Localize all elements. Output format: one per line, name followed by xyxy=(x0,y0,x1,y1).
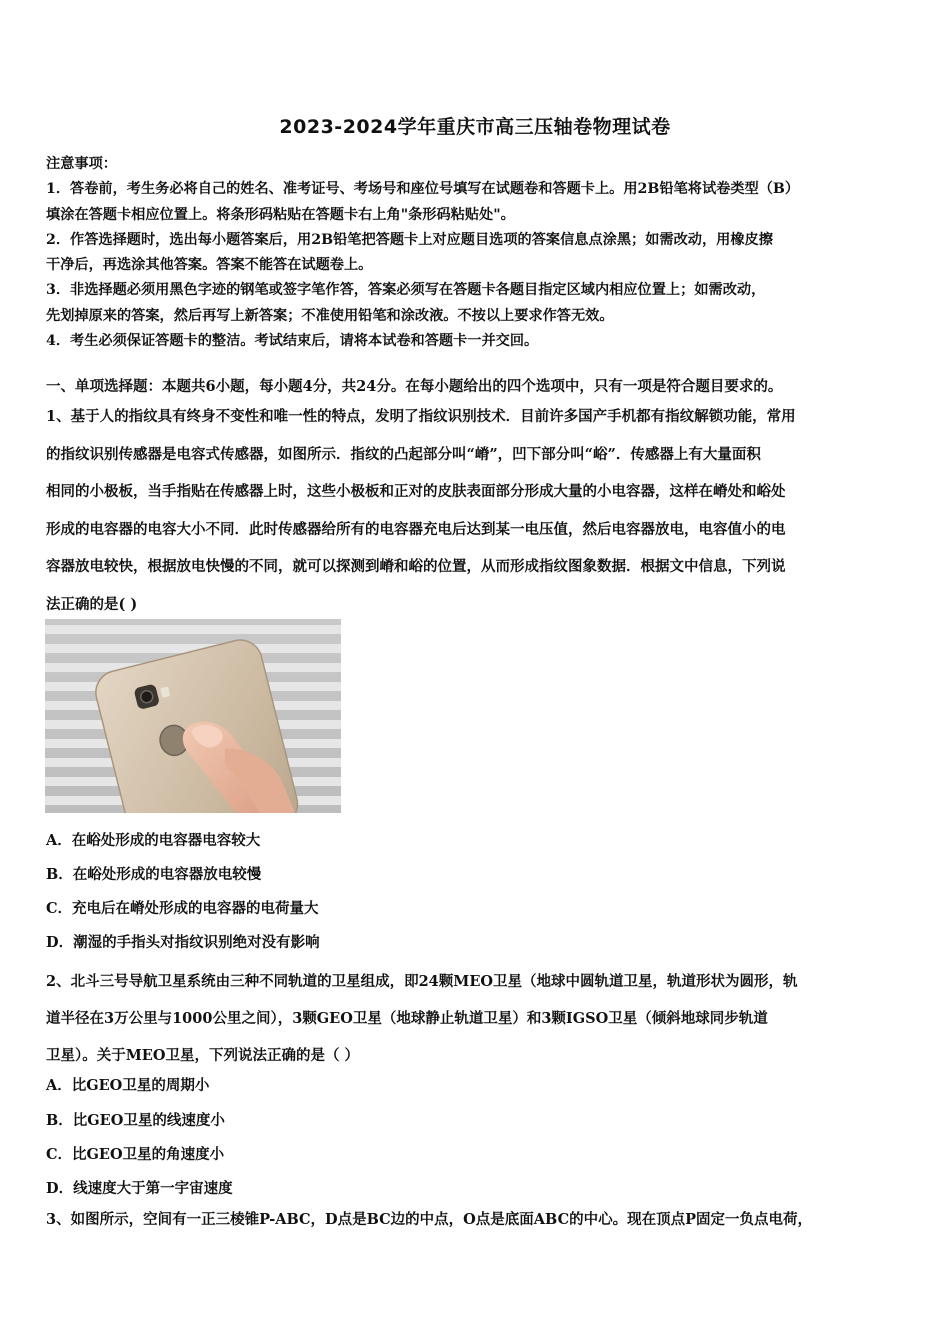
notice-line: 先划掉原来的答案，然后再写上新答案；不准使用铅笔和涂改液。不按以上要求作答无效。 xyxy=(46,307,614,324)
q2-option-c: C．比GEO卫星的角速度小 xyxy=(46,1146,225,1163)
q2-option-d: D．线速度大于第一宇宙速度 xyxy=(46,1180,233,1197)
q2-option-a: A．比GEO卫星的周期小 xyxy=(46,1077,210,1094)
question-line: 道半径在3万公里与1000公里之间），3颗GEO卫星（地球静止轨道卫星）和3颗IGSO卫星（倾斜地球同步轨道 xyxy=(46,1010,768,1027)
notice-line: 2．作答选择题时，选出每小题答案后，用2B铅笔把答题卡上对应题目选项的答案信息点涂黑；如需改动，用橡皮擦 xyxy=(46,231,773,248)
page-title: 2023-2024学年重庆市高三压轴卷物理试卷 xyxy=(279,116,671,138)
notice-line: 3．非选择题必须用黑色字迹的钢笔或签字笔作答，答案必须写在答题卡各题目指定区域内相应位置上；如需改动， xyxy=(46,282,766,299)
q2-option-b: B．比GEO卫星的线速度小 xyxy=(46,1112,225,1129)
notice-line: 干净后，再选涂其他答案。答案不能答在试题卷上。 xyxy=(46,257,373,274)
question-1-stem xyxy=(46,398,908,623)
notice-line: 填涂在答题卡相应位置上。将条形码粘贴在答题卡右上角"条形码粘贴处"。 xyxy=(46,206,515,223)
question-3-stem: 3、如图所示，空间有一正三棱锥P-ABC，D点是BC边的中点，O点是底面ABC的中心。现在顶点P固定一负点电荷， xyxy=(46,1211,813,1228)
question-line: 1、基于人的指纹具有终身不变性和唯一性的特点，发明了指纹识别技术．目前许多国产手机都有指纹解锁功能，常用 xyxy=(46,408,796,425)
notice-line: 4．考生必须保证答题卡的整洁。考试结束后，请将本试卷和答题卡一并交回。 xyxy=(46,333,539,350)
question-line: 的指纹识别传感器是电容式传感器，如图所示．指纹的凸起部分叫“嵴”，凹下部分叫“峪”．传感器上有大量面积 xyxy=(46,445,761,463)
question-line: 2、北斗三号导航卫星系统由三种不同轨道的卫星组成，即24颗MEO卫星（地球中圆轨道卫星，轨道形状为圆形，轨 xyxy=(46,973,798,990)
fingerprint-phone-photo xyxy=(45,619,341,813)
question-line: 相同的小极板，当手指贴在传感器上时，这些小极板和正对的皮肤表面部分形成大量的小电容器，这样在嵴处和峪处 xyxy=(46,483,786,500)
q1-option-b: B．在峪处形成的电容器放电较慢 xyxy=(46,866,262,883)
phone-finger-illustration xyxy=(45,619,341,813)
notice-block xyxy=(46,152,908,354)
notice-heading: 注意事项： xyxy=(46,156,117,172)
q1-option-d: D．潮湿的手指头对指纹识别绝对没有影响 xyxy=(46,934,320,951)
question-line: 卫星）。关于MEO卫星，下列说法正确的是（ ） xyxy=(46,1047,360,1064)
question-2-stem xyxy=(46,963,908,1074)
q1-option-c: C．充电后在嵴处形成的电容器的电荷量大 xyxy=(46,900,319,917)
section-heading: 一、单项选择题：本题共6小题，每小题4分，共24分。在每小题给出的四个选项中，只有一项是符合题目要求的。 xyxy=(46,378,783,395)
question-line: 形成的电容器的电容大小不同．此时传感器给所有的电容器充电后达到某一电压值，然后电容器放电，电容值小的电 xyxy=(46,520,786,538)
question-line: 容器放电较快，根据放电快慢的不同，就可以探测到嵴和峪的位置，从而形成指纹图象数据．根据文中信息，下列说 xyxy=(46,558,786,575)
notice-line: 1．答卷前，考生务必将自己的姓名、准考证号、考场号和座位号填写在试题卷和答题卡上。用2B铅笔将试卷类型（B） xyxy=(46,181,800,198)
q1-option-a: A．在峪处形成的电容器电容较大 xyxy=(46,832,261,849)
question-line: 法正确的是( ) xyxy=(46,595,138,613)
